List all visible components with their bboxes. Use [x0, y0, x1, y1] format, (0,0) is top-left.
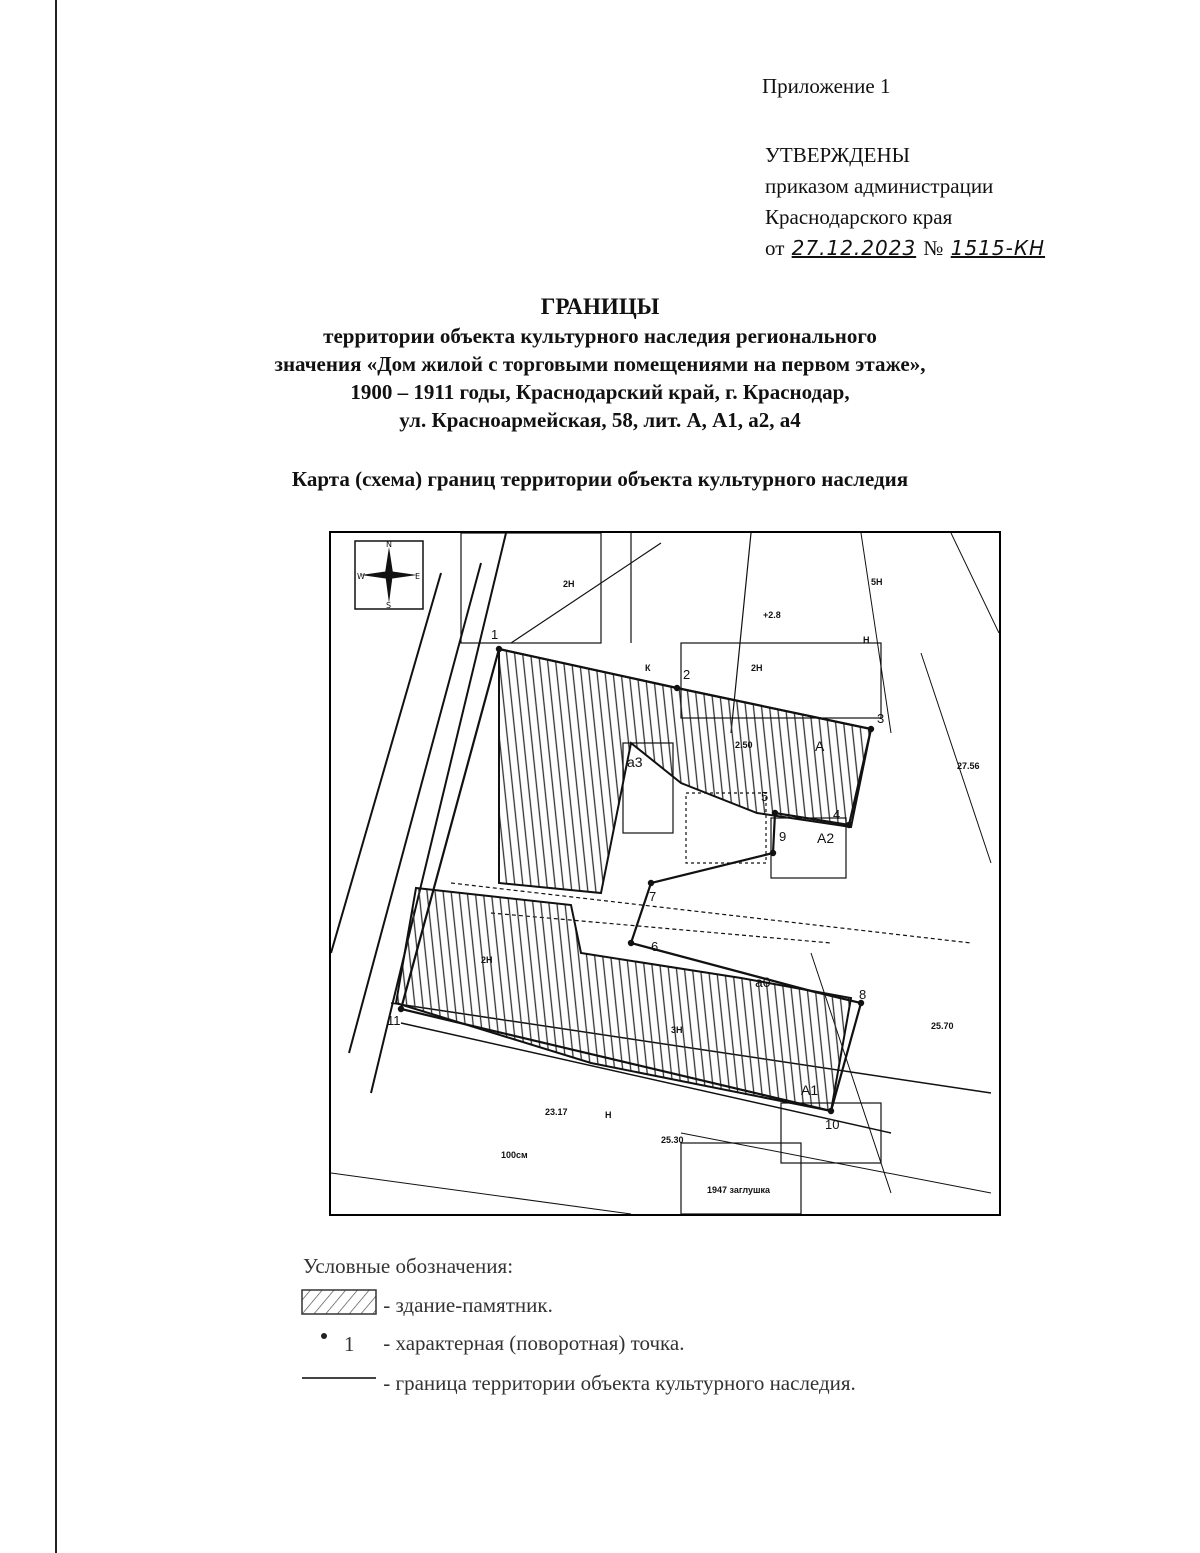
document-subtitle	[0, 322, 1200, 434]
point-label: 9	[779, 829, 787, 844]
turning-point-dot	[674, 685, 680, 691]
point-label: 5	[761, 789, 769, 804]
approved-line: приказом администрации	[765, 174, 994, 198]
approval-date-line	[765, 233, 1047, 264]
point-label: 10	[825, 1117, 840, 1132]
compass-letter: S	[386, 601, 392, 610]
appendix-label: Приложение 1	[762, 74, 891, 98]
turning-point-dot	[868, 726, 874, 732]
turning-point-dot	[846, 822, 852, 828]
subtitle-line: 1900 – 1911 годы, Краснодарский край, г. Краснодар,	[350, 380, 850, 404]
monument-building-a1	[396, 888, 851, 1111]
turning-point-dot	[648, 880, 654, 886]
legend-item-point	[300, 1328, 685, 1358]
point-label: 2	[683, 667, 691, 682]
building-label: А	[815, 738, 825, 754]
map-annotation: 2Н	[563, 579, 575, 589]
map-annotation: К	[645, 663, 651, 673]
turning-point-dot	[628, 940, 634, 946]
map-annotation: Н	[863, 635, 870, 645]
point-label: 1	[491, 627, 499, 642]
point-icon	[300, 1328, 378, 1358]
handwritten-number: 1515-КН	[950, 236, 1046, 260]
handwritten-date: 27.12.2023	[791, 236, 917, 260]
map-annotation: 100см	[501, 1150, 528, 1160]
legend-title: Условные обозначения:	[303, 1254, 514, 1278]
building-label: А2	[817, 830, 835, 846]
map-annotation: 2.50	[735, 740, 753, 750]
turning-point-dot	[772, 810, 778, 816]
legend-label: - здание-памятник.	[383, 1292, 553, 1317]
map-annotation: 23.17	[545, 1107, 568, 1117]
map-annotation: 2Н	[751, 663, 763, 673]
compass-letter: W	[357, 572, 365, 581]
subtitle-line: ул. Красноармейская, 58, лит. А, А1, а2, а4	[399, 408, 801, 432]
turning-point-dot	[496, 646, 502, 652]
point-label: 11	[387, 1013, 401, 1028]
map-annotation: 27.56	[957, 761, 980, 771]
page-margin-line	[55, 0, 57, 1553]
point-label: 6	[651, 939, 659, 954]
turning-point-dot	[828, 1108, 834, 1114]
approval-block	[765, 140, 1047, 264]
compass-letter: E	[415, 572, 421, 581]
compass-letter: N	[386, 540, 392, 549]
subtitle-line: значения «Дом жилой с торговыми помещениями на первом этаже»,	[274, 352, 926, 376]
point-label: 7	[649, 889, 657, 904]
point-label: 3	[877, 711, 885, 726]
legend-label: - характерная (поворотная) точка.	[383, 1330, 685, 1355]
map-annotation: 1947 заглушка	[707, 1185, 771, 1195]
turning-point-dot	[770, 850, 776, 856]
map-annotation: 25.30	[661, 1135, 684, 1145]
hatch-icon	[300, 1288, 378, 1322]
building-label: а3	[627, 754, 643, 770]
date-prefix: от	[765, 236, 785, 260]
monument-building-a	[499, 649, 871, 893]
map-annotation: Н	[605, 1110, 612, 1120]
map-annotation: 5Н	[871, 577, 883, 587]
map-annotation: 2Н	[481, 955, 493, 965]
map-annotation: 3Н	[671, 1025, 683, 1035]
point-label: 8	[859, 987, 867, 1002]
point-label: 4	[833, 807, 841, 822]
legend-label: - граница территории объекта культурного наследия.	[383, 1370, 856, 1395]
turning-point-dot	[398, 1006, 404, 1012]
legend-point-number: 1	[344, 1332, 355, 1356]
subtitle-line: территории объекта культурного наследия регионального	[323, 324, 877, 348]
approved-line: УТВЕРЖДЕНЫ	[765, 143, 910, 167]
map-annotation: 25.70	[931, 1021, 954, 1031]
map-title: Карта (схема) границ территории объекта культурного наследия	[291, 467, 909, 491]
document-title: ГРАНИЦЫ	[540, 294, 660, 319]
street-lines	[331, 533, 999, 1214]
building-label: А1	[801, 1082, 819, 1098]
boundary-map	[329, 531, 1001, 1216]
line-icon	[300, 1368, 378, 1398]
map-svg	[331, 533, 999, 1214]
building-label: а0	[755, 974, 771, 990]
approved-line: Краснодарского края	[765, 205, 953, 229]
legend-item-monument	[300, 1288, 553, 1322]
number-prefix: №	[923, 236, 944, 260]
map-annotation: +2.8	[763, 610, 781, 620]
legend-item-boundary	[300, 1368, 856, 1398]
compass-icon	[355, 541, 423, 609]
